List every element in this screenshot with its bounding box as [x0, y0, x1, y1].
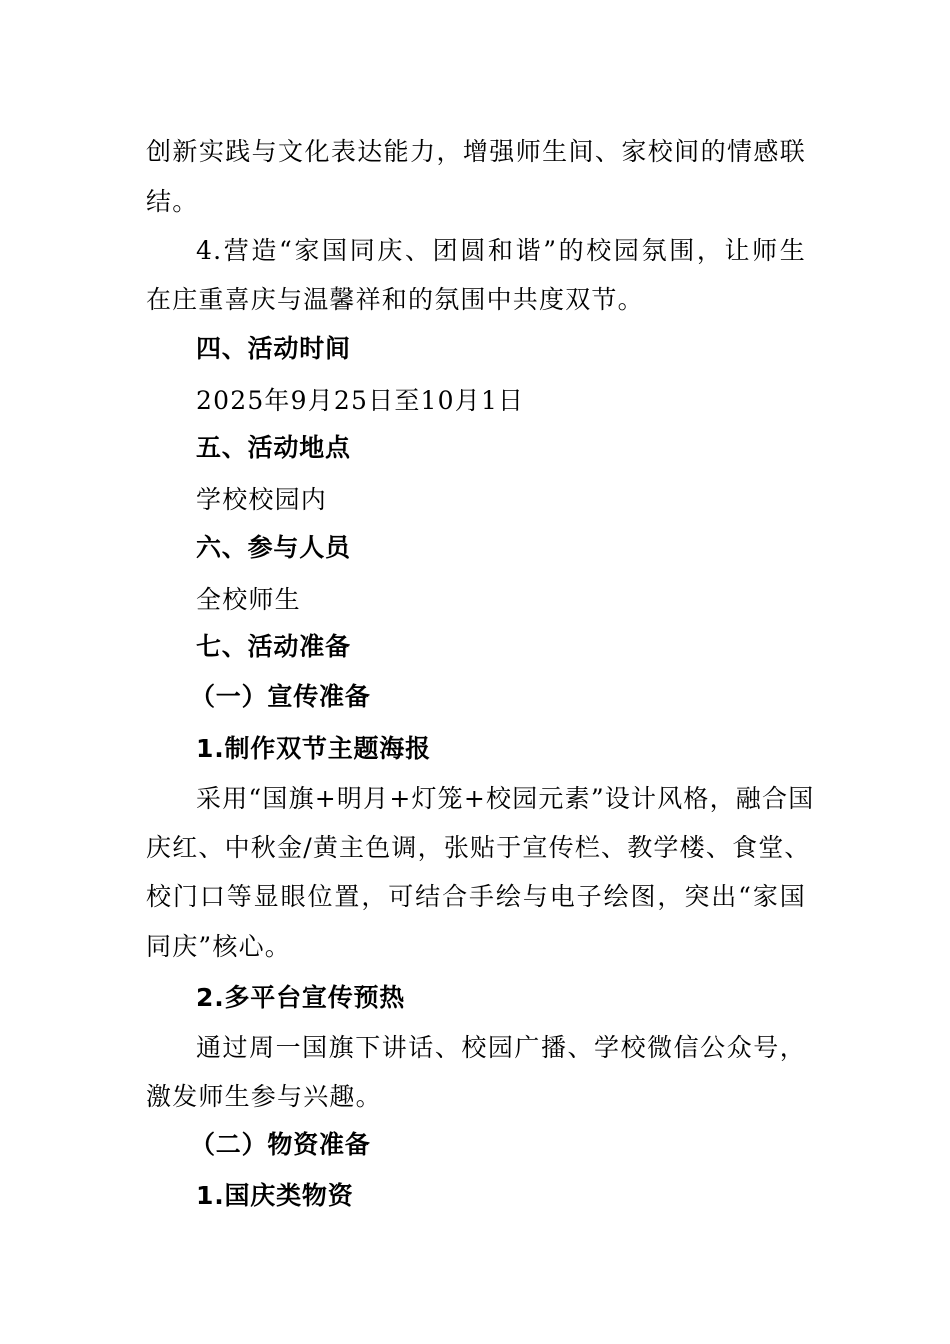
paragraph-line: 通过周一国旗下讲话、校园广播、学校微信公众号， [196, 1033, 806, 1062]
section-heading: 七、活动准备 [196, 632, 351, 661]
paragraph-line: 采用“国旗+明月+灯笼+校园元素”设计风格，融合国 [196, 784, 815, 813]
section-text: 2025年9月25日至10月1日 [196, 386, 525, 415]
section-heading: 四、活动时间 [196, 334, 351, 363]
section-heading: 五、活动地点 [196, 433, 351, 462]
paragraph-line: 庆红、中秋金/黄主色调，张贴于宣传栏、教学楼、食堂、 [146, 833, 811, 862]
section-heading: 六、参与人员 [196, 533, 351, 562]
item-heading: 2.多平台宣传预热 [196, 983, 406, 1012]
paragraph-line: 激发师生参与兴趣。 [146, 1082, 382, 1111]
subsection-heading: （二）物资准备 [190, 1130, 371, 1159]
section-text: 全校师生 [196, 585, 301, 614]
paragraph-line: 结。 [146, 187, 199, 216]
section-text: 学校校园内 [196, 485, 328, 514]
item-heading: 1.国庆类物资 [196, 1181, 354, 1210]
paragraph-line: 创新实践与文化表达能力，增强师生间、家校间的情感联 [146, 137, 806, 166]
paragraph-line: 在庄重喜庆与温馨祥和的氛围中共度双节。 [146, 285, 644, 314]
item-heading: 1.制作双节主题海报 [196, 734, 431, 763]
paragraph-line: 4.营造“家国同庆、团圆和谐”的校园氛围，让师生 [196, 236, 806, 265]
subsection-heading: （一）宣传准备 [190, 682, 371, 711]
paragraph-line: 同庆”核心。 [146, 932, 291, 961]
paragraph-line: 校门口等显眼位置，可结合手绘与电子绘图，突出“家国 [146, 882, 806, 911]
